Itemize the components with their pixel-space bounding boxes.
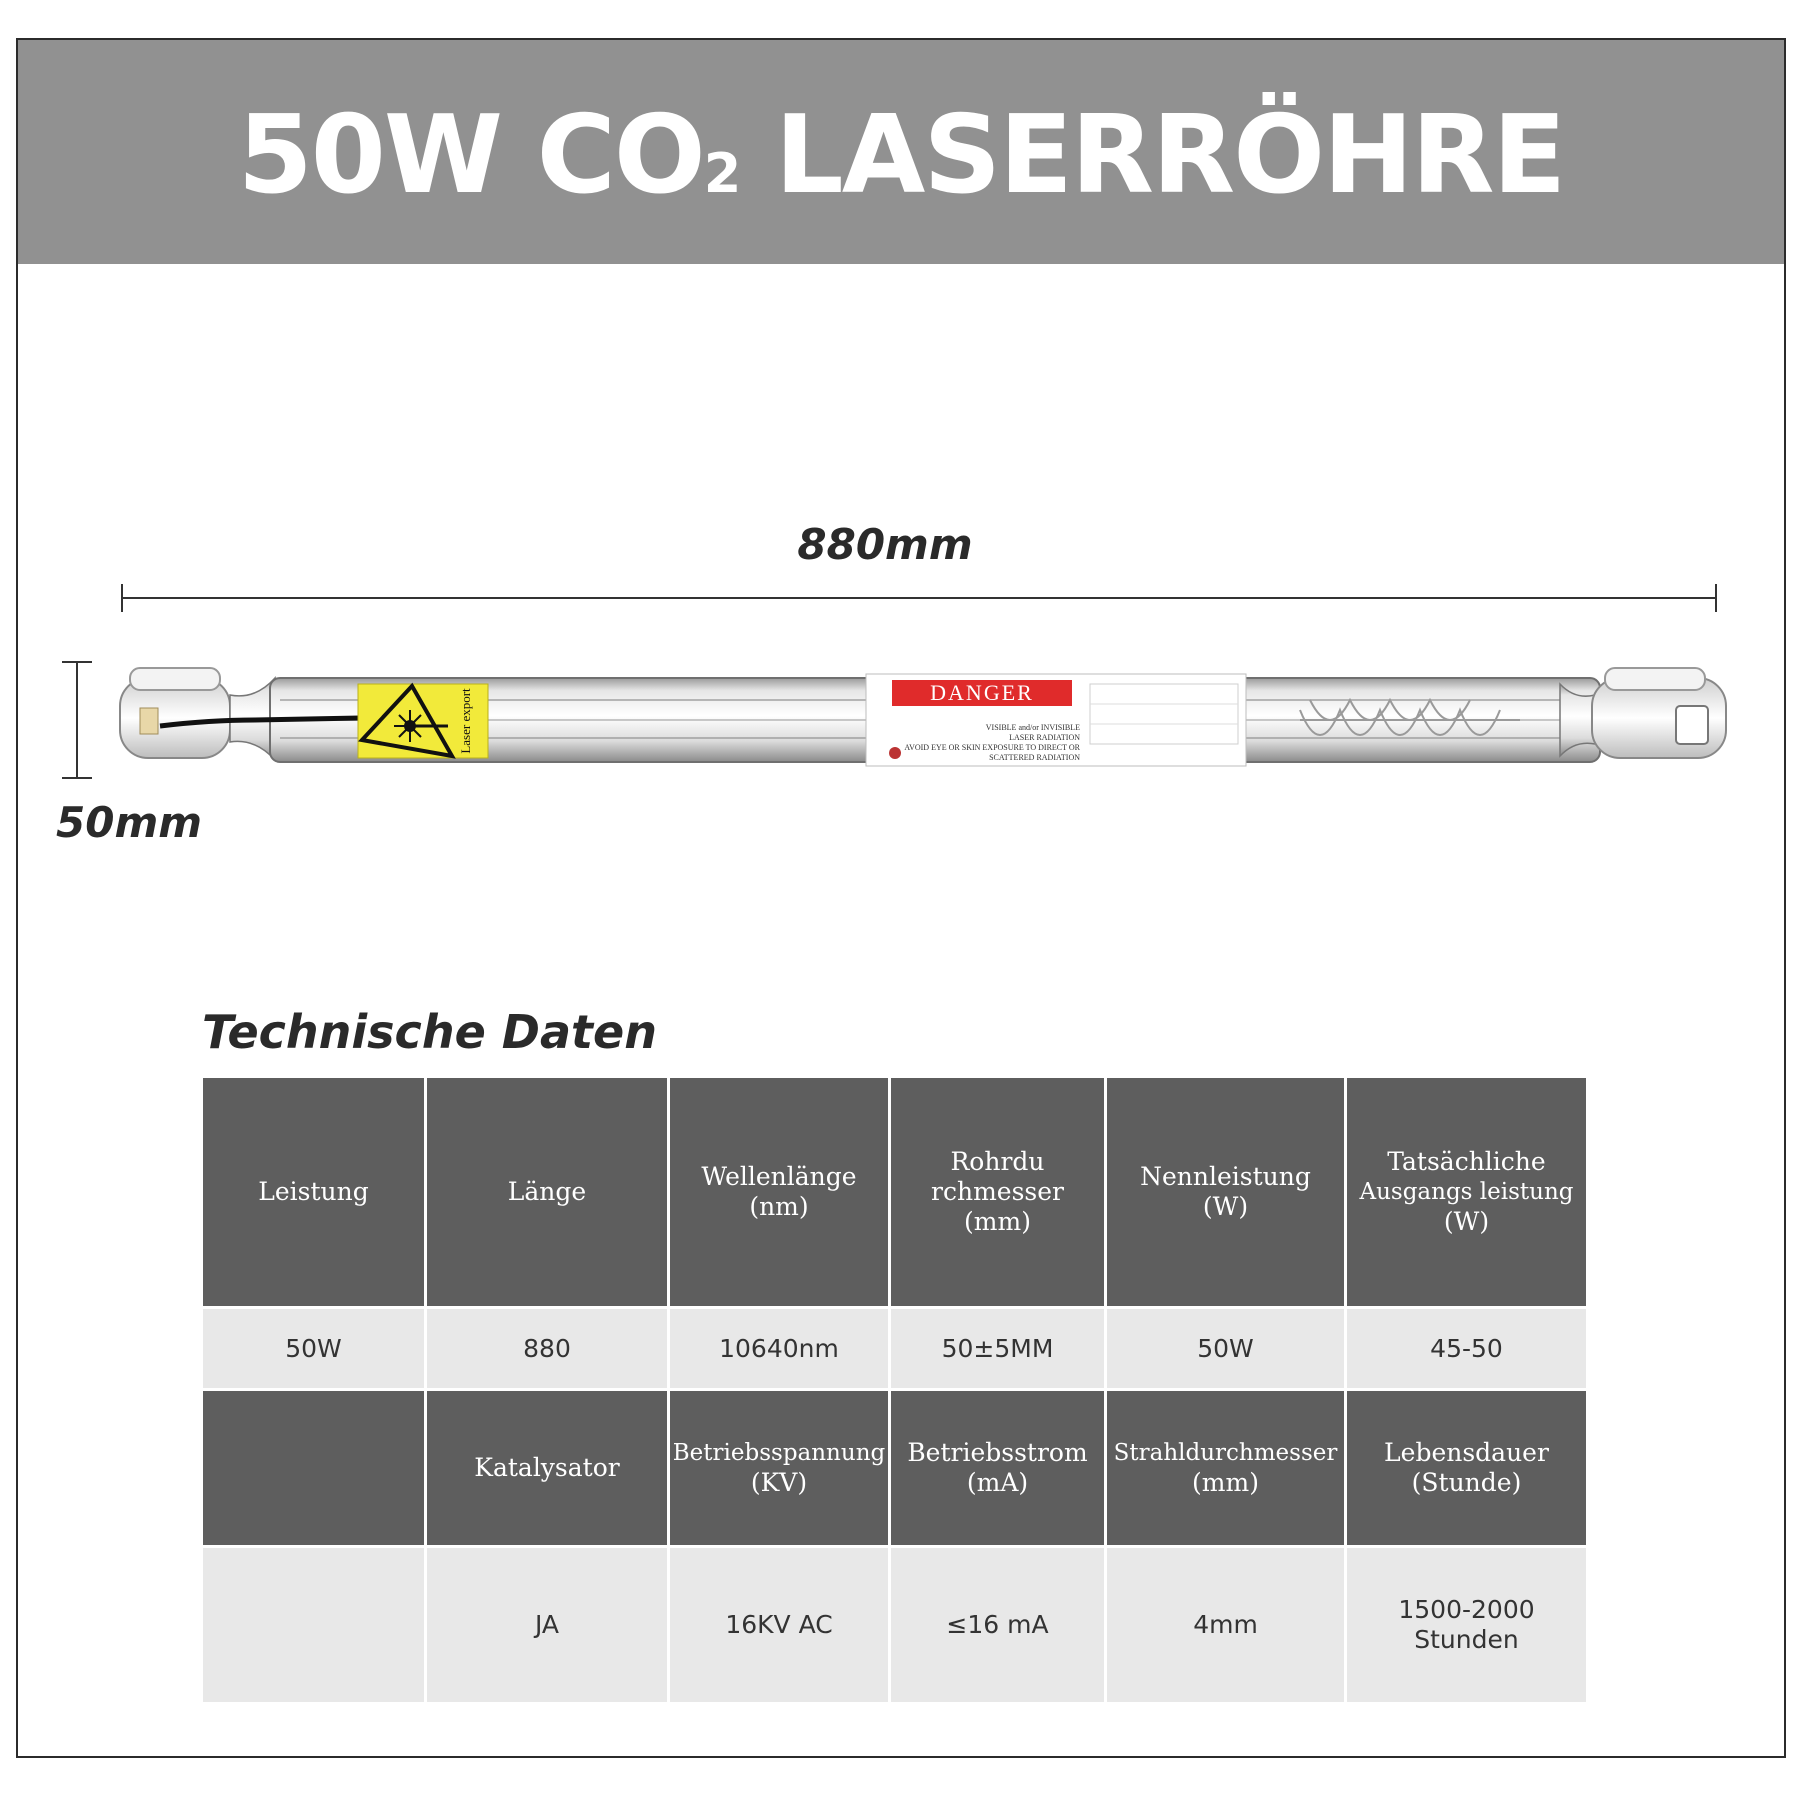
spec-header-text: Wellenlänge (701, 1162, 857, 1192)
laser-warning-sticker (358, 684, 488, 758)
spec-header-cell (1346, 1390, 1588, 1547)
spec-value-text: 4mm (1193, 1610, 1258, 1640)
spec-header-cell (1106, 1077, 1346, 1308)
spec-header-text: Betriebsspannung (672, 1440, 886, 1467)
spec-value-cell (426, 1308, 669, 1390)
page-title: 50W CO2 LASERRÖHRE (237, 92, 1565, 218)
spec-header-row-1 (202, 1077, 1588, 1308)
spec-value-cell (1106, 1547, 1346, 1704)
spec-value-text: 50±5MM (941, 1333, 1054, 1363)
danger-label (866, 674, 1246, 766)
spec-value-text: JA (534, 1610, 560, 1640)
spec-value-cell (890, 1308, 1106, 1390)
spec-value-cell (1346, 1308, 1588, 1390)
spec-value-cell (202, 1547, 426, 1704)
spec-header-text: Leistung (258, 1177, 369, 1207)
spec-value-text: 50W (1197, 1333, 1254, 1363)
danger-line-4: SCATTERED RADIATION (989, 753, 1080, 762)
spec-value-text: 16KV AC (725, 1610, 833, 1640)
spec-header-cell (669, 1077, 890, 1308)
spec-value-cell (669, 1308, 890, 1390)
danger-line-1: VISIBLE and/or INVISIBLE (985, 723, 1080, 732)
spec-header-cell (426, 1390, 669, 1547)
length-dimension-line (122, 584, 1716, 612)
spec-value-text: 45-50 (1430, 1333, 1503, 1363)
laser-tube-illustration (0, 560, 1800, 810)
spec-header-text: Strahldurchmesser (1113, 1440, 1338, 1467)
spec-header-cell (669, 1390, 890, 1547)
spec-header-text: Lebensdauer (1384, 1438, 1549, 1468)
danger-line-3: AVOID EYE OR SKIN EXPOSURE TO DIRECT OR (904, 743, 1080, 752)
laser-starburst-icon (889, 747, 901, 759)
spec-header-text: Länge (507, 1177, 587, 1207)
spec-header-text: (nm) (749, 1192, 809, 1222)
danger-header-text: DANGER (930, 680, 1034, 705)
spec-header-text: (W) (1202, 1192, 1249, 1222)
spec-value-text: 880 (523, 1333, 571, 1363)
spec-header-cell (890, 1390, 1106, 1547)
spec-header-text: (KV) (750, 1468, 808, 1498)
left-end-cap (120, 668, 275, 760)
spec-value-cell (669, 1547, 890, 1704)
spec-header-text: (mA) (966, 1468, 1029, 1498)
spec-table (200, 1075, 1589, 1705)
spec-value-cell (890, 1547, 1106, 1704)
spec-header-text: (W) (1443, 1207, 1490, 1237)
spec-header-cell (890, 1077, 1106, 1308)
spec-header-cell (202, 1077, 426, 1308)
spec-value-cell (426, 1547, 669, 1704)
spec-header-cell (202, 1390, 426, 1547)
diameter-dimension-label: 50mm (56, 798, 202, 847)
length-dimension-label: 880mm (797, 520, 973, 569)
spec-value-cell (1346, 1547, 1588, 1704)
spec-header-text: rchmesser (931, 1177, 1064, 1207)
spec-value-cell (202, 1308, 426, 1390)
spec-header-text: Tatsächliche (1387, 1147, 1546, 1177)
diameter-dimension-line (62, 662, 92, 778)
spec-header-cell (1106, 1390, 1346, 1547)
spec-header-text: Nennleistung (1140, 1162, 1311, 1192)
spec-value-text: 1500-2000 (1398, 1595, 1535, 1625)
spec-value-text: 10640nm (719, 1333, 839, 1363)
spec-header-cell (1346, 1077, 1588, 1308)
spec-value-text: Stunden (1414, 1625, 1519, 1655)
spec-value-cell (1106, 1308, 1346, 1390)
specs-title: Technische Daten (202, 1005, 657, 1059)
spec-header-text: Ausgangs leistung (1359, 1179, 1574, 1206)
spec-value-row-2 (202, 1547, 1588, 1704)
spec-header-text: (mm) (964, 1207, 1031, 1237)
spec-header-text: (Stunde) (1411, 1468, 1522, 1498)
spec-header-text: Katalysator (474, 1453, 620, 1483)
spec-value-row-1 (202, 1308, 1588, 1390)
spec-header-row-2 (202, 1390, 1588, 1547)
spec-value-text: ≤16 mA (946, 1610, 1049, 1640)
title-banner (18, 40, 1784, 264)
spec-header-text: Rohrdu (950, 1147, 1045, 1177)
spec-header-text: Betriebsstrom (907, 1438, 1088, 1468)
danger-line-2: LASER RADIATION (1009, 733, 1080, 742)
warning-sticker-text: Laser export (458, 688, 473, 754)
spec-header-cell (426, 1077, 669, 1308)
spec-value-text: 50W (285, 1333, 342, 1363)
spec-header-text: (mm) (1192, 1468, 1259, 1498)
